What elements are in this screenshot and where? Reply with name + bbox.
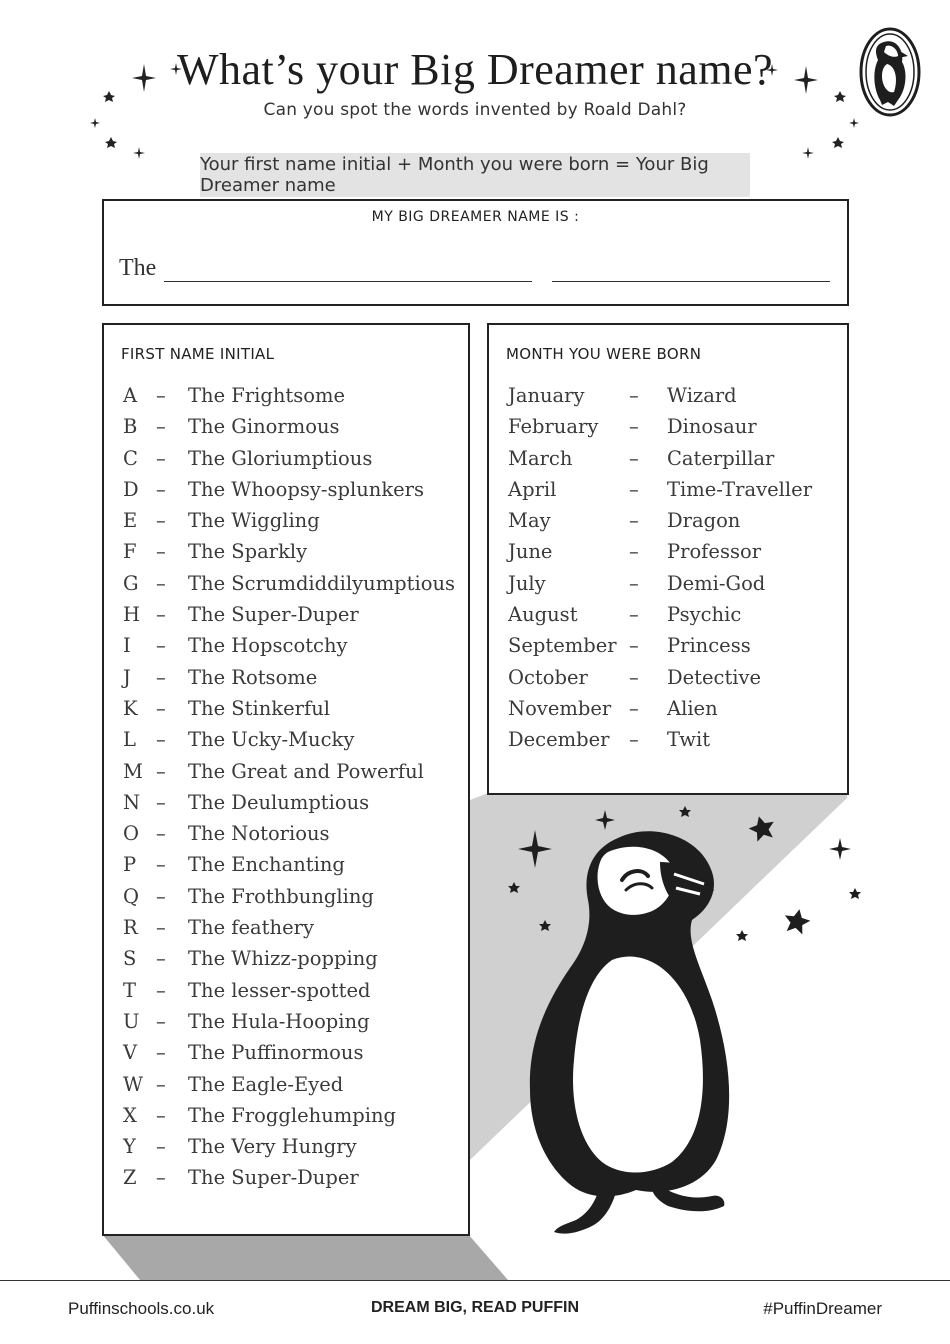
month-name: May: [508, 509, 551, 533]
initial-name: The feathery: [188, 916, 314, 940]
month-row: [489, 662, 847, 693]
initial-letter: U: [123, 1009, 140, 1033]
initial-letter: D: [123, 477, 139, 501]
initial-dash: –: [156, 696, 166, 720]
initial-name: The Ginormous: [188, 415, 340, 439]
initial-letter: K: [123, 696, 138, 720]
month-row: [489, 724, 847, 755]
initial-row: [104, 599, 468, 630]
initial-dash: –: [156, 947, 166, 971]
footer-divider: [0, 1280, 950, 1281]
month-name: February: [508, 415, 599, 439]
initial-letter: O: [123, 822, 139, 846]
month-noun: Psychic: [667, 603, 742, 627]
initial-name: The Whoopsy-splunkers: [188, 477, 425, 501]
initial-name: The Deulumptious: [188, 790, 370, 814]
initial-letter: Y: [123, 1135, 136, 1159]
initial-letter: Q: [123, 884, 139, 908]
initial-row: [104, 1006, 468, 1037]
month-name: March: [508, 446, 573, 470]
month-name: September: [508, 634, 617, 658]
initial-name: The Very Hungry: [188, 1135, 357, 1159]
initial-row: [104, 505, 468, 536]
initial-dash: –: [156, 665, 166, 689]
initial-dash: –: [156, 728, 166, 752]
month-dash: –: [629, 384, 639, 407]
initial-dash: –: [156, 540, 166, 564]
initial-row: [104, 443, 468, 474]
initial-dash: –: [156, 790, 166, 814]
month-noun: Alien: [667, 696, 718, 720]
initial-name: The Super-Duper: [188, 1166, 359, 1190]
month-row: [489, 380, 847, 411]
initial-letter: I: [123, 634, 131, 658]
month-dash: –: [629, 446, 639, 470]
initial-row: [104, 1100, 468, 1131]
initial-dash: –: [156, 1041, 166, 1065]
footer-website-link[interactable]: Puffinschools.co.uk: [68, 1299, 215, 1318]
month-noun: Twit: [667, 728, 711, 752]
month-noun: Detective: [667, 665, 762, 689]
month-row: [489, 568, 847, 599]
initial-dash: –: [156, 1135, 166, 1159]
initial-dash: –: [156, 384, 166, 407]
month-noun: Demi-God: [667, 571, 766, 595]
initial-letter: P: [123, 853, 137, 877]
initial-name: The Enchanting: [188, 853, 345, 877]
initial-letter: N: [123, 790, 141, 814]
month-dash: –: [629, 728, 639, 752]
month-dash: –: [629, 696, 639, 720]
month-row: [489, 630, 847, 661]
initial-row: [104, 787, 468, 818]
initial-row: [104, 693, 468, 724]
initial-letter: H: [123, 603, 141, 627]
month-noun: Wizard: [667, 384, 737, 407]
initial-row: [104, 411, 468, 442]
initial-letter: V: [123, 1041, 138, 1065]
initial-row: [104, 1069, 468, 1100]
initial-row: [104, 474, 468, 505]
initial-row: [104, 536, 468, 567]
initials-panel-shadow: [102, 1234, 508, 1280]
month-name: July: [508, 571, 546, 595]
initial-dash: –: [156, 477, 166, 501]
page-title: What’s your Big Dreamer name?: [176, 45, 774, 94]
initials-panel: [102, 323, 470, 1236]
initial-dash: –: [156, 1166, 166, 1190]
initial-name: The Frightsome: [188, 384, 346, 407]
initial-row: [104, 724, 468, 755]
initial-row: [104, 849, 468, 880]
initial-dash: –: [156, 884, 166, 908]
initial-dash: –: [156, 853, 166, 877]
initial-name: The Hopscotchy: [188, 634, 348, 658]
footer-slogan: DREAM BIG, READ PUFFIN: [371, 1299, 579, 1316]
initial-letter: S: [123, 947, 137, 971]
initial-name: The Hula-Hooping: [188, 1009, 370, 1033]
initial-name: The Scrumdiddilyumptious: [188, 571, 456, 595]
initial-dash: –: [156, 415, 166, 439]
month-row: [489, 536, 847, 567]
initial-letter: J: [123, 665, 131, 689]
initial-name: The Notorious: [188, 822, 330, 846]
initial-row: [104, 568, 468, 599]
month-row: [489, 505, 847, 536]
initial-row: [104, 756, 468, 787]
initial-row: [104, 630, 468, 661]
initial-letter: C: [123, 446, 138, 470]
initial-row: [104, 662, 468, 693]
month-noun: Caterpillar: [667, 446, 775, 470]
initial-letter: Z: [123, 1166, 137, 1190]
month-name: December: [508, 728, 610, 752]
month-noun: Time-Traveller: [667, 477, 813, 501]
month-row: [489, 474, 847, 505]
initial-dash: –: [156, 916, 166, 940]
initial-row: [104, 975, 468, 1006]
initial-dash: –: [156, 446, 166, 470]
month-name: October: [508, 665, 588, 689]
month-row: [489, 411, 847, 442]
month-dash: –: [629, 665, 639, 689]
month-row: [489, 599, 847, 630]
initial-name: The Stinkerful: [188, 696, 330, 720]
initial-letter: X: [123, 1103, 137, 1127]
month-row: [489, 443, 847, 474]
initial-row: [104, 818, 468, 849]
initial-letter: A: [123, 384, 138, 407]
month-name: August: [508, 603, 578, 627]
initial-row: [104, 380, 468, 411]
name-box-label: MY BIG DREAMER NAME IS :: [371, 209, 580, 225]
name-prefix: The: [119, 255, 157, 281]
initial-name: The Eagle-Eyed: [188, 1072, 344, 1096]
name-box: [102, 199, 849, 306]
month-dash: –: [629, 509, 639, 533]
initial-letter: T: [123, 978, 137, 1002]
adjective-blank-line[interactable]: [164, 281, 532, 282]
initial-name: The Puffinormous: [188, 1041, 364, 1065]
initial-dash: –: [156, 822, 166, 846]
month-noun: Princess: [667, 634, 751, 658]
initial-name: The Frogglehumping: [188, 1103, 397, 1127]
months-list: [489, 380, 847, 756]
initial-dash: –: [156, 759, 166, 783]
initial-letter: B: [123, 415, 138, 439]
initial-name: The Great and Powerful: [188, 759, 424, 783]
formula-banner: Your first name initial + Month you were born = Your Big Dreamer name: [200, 153, 750, 197]
month-dash: –: [629, 603, 639, 627]
initial-name: The Gloriumptious: [188, 446, 373, 470]
initial-dash: –: [156, 571, 166, 595]
initial-name: The Rotsome: [188, 665, 318, 689]
month-name: November: [508, 696, 612, 720]
initial-dash: –: [156, 1072, 166, 1096]
month-dash: –: [629, 540, 639, 564]
initial-name: The Whizz-popping: [188, 947, 378, 971]
initial-letter: W: [123, 1072, 144, 1096]
initial-name: The Ucky-Mucky: [188, 728, 355, 752]
month-dash: –: [629, 415, 639, 439]
months-heading: MONTH YOU WERE BORN: [506, 345, 702, 363]
initial-dash: –: [156, 978, 166, 1002]
noun-blank-line[interactable]: [552, 281, 830, 282]
initial-dash: –: [156, 1009, 166, 1033]
month-dash: –: [629, 634, 639, 658]
initial-row: [104, 943, 468, 974]
initial-letter: M: [123, 759, 143, 783]
initial-row: [104, 1162, 468, 1193]
footer-hashtag: #PuffinDreamer: [763, 1299, 882, 1318]
initial-dash: –: [156, 509, 166, 533]
initial-row: [104, 912, 468, 943]
initial-letter: R: [123, 916, 138, 940]
month-noun: Professor: [667, 540, 762, 564]
initial-dash: –: [156, 1103, 166, 1127]
initials-list: [104, 380, 468, 1194]
month-name: June: [508, 540, 553, 564]
months-panel: [487, 323, 849, 795]
month-noun: Dinosaur: [667, 415, 757, 439]
month-dash: –: [629, 571, 639, 595]
month-dash: –: [629, 477, 639, 501]
initial-row: [104, 881, 468, 912]
initial-letter: G: [123, 571, 139, 595]
month-name: April: [508, 477, 557, 501]
initial-row: [104, 1037, 468, 1068]
initial-dash: –: [156, 634, 166, 658]
initial-name: The Frothbungling: [188, 884, 374, 908]
month-name: January: [508, 384, 585, 407]
month-row: [489, 693, 847, 724]
page-subtitle: Can you spot the words invented by Roald Dahl?: [263, 100, 687, 120]
initial-letter: E: [123, 509, 138, 533]
initial-row: [104, 1131, 468, 1162]
initial-name: The Sparkly: [188, 540, 308, 564]
month-noun: Dragon: [667, 509, 741, 533]
initial-name: The Wiggling: [188, 509, 320, 533]
initial-dash: –: [156, 603, 166, 627]
initial-letter: L: [123, 728, 136, 752]
initial-letter: F: [123, 540, 137, 564]
initial-name: The Super-Duper: [188, 603, 359, 627]
initial-name: The lesser-spotted: [188, 978, 371, 1002]
initials-heading: FIRST NAME INITIAL: [121, 345, 275, 363]
